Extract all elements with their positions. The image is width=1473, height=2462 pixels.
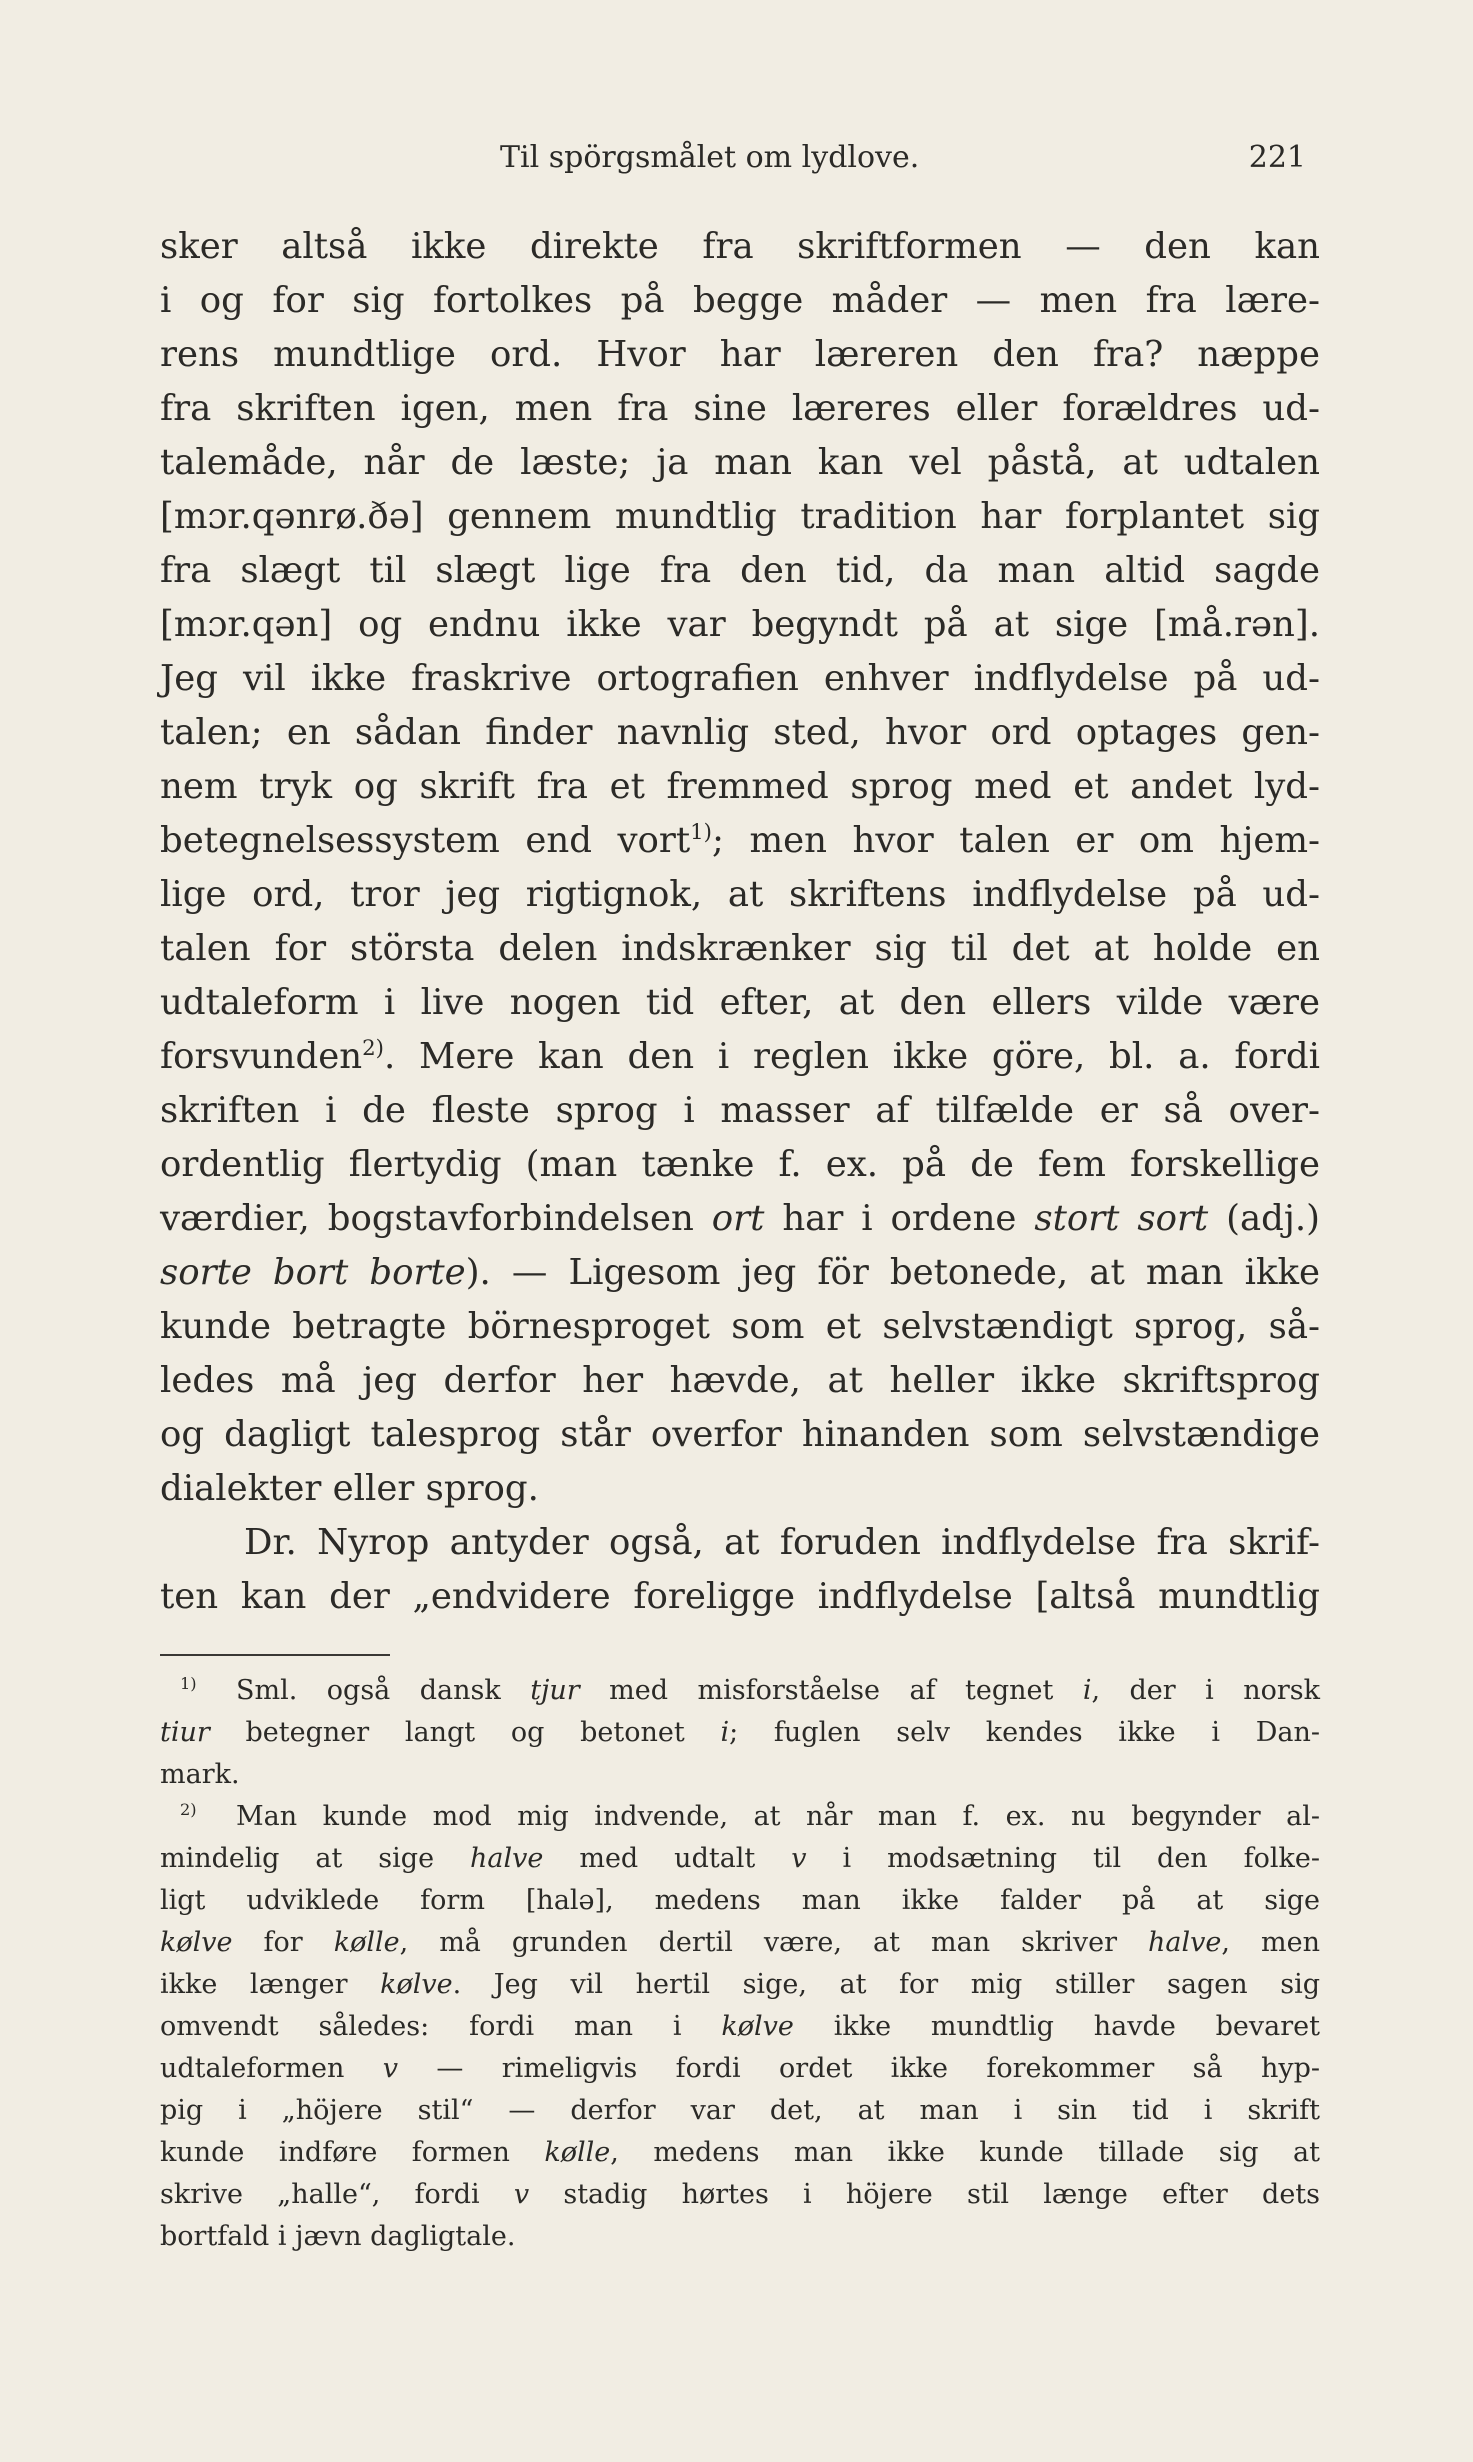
text-line: rens mundtlige ord. Hvor har læreren den fra? næppe [160, 334, 1320, 375]
text-segment: ; men hvor talen er om hjem- [711, 820, 1321, 861]
footnote-2-line [160, 2174, 1320, 2216]
text-line: ten kan der „endvidere foreligge indflydelse [altså mundtlig [160, 1576, 1320, 1617]
footnote-2-line [160, 1838, 1320, 1880]
text-line: i og for sig fortolkes på begge måder — men fra lære- [160, 280, 1320, 321]
text-segment: værdier, bogstavforbindelsen [160, 1198, 712, 1239]
text-segment: med misforståelse af tegnet [579, 1675, 1083, 1706]
text-segment: , der i norsk [1091, 1675, 1321, 1706]
text-line: Jeg vil ikke fraskrive ortografien enhver indflydelse på ud- [160, 658, 1320, 699]
text-segment: Man kunde mod mig indvende, at når man f. ex. nu begynder al- [236, 1801, 1320, 1832]
text-line: ledes må jeg derfor her hævde, at heller ikke skriftsprog [160, 1360, 1320, 1401]
footnote-2-line [160, 2006, 1320, 2048]
footnote-2-line: pig i „höjere stil“ — derfor var det, at man i sin tid i skrift [160, 2095, 1320, 2126]
footnote-2-line: $^{2)}$ Man kunde mod mig indvende, at når man f. ex. nu begynder al- [180, 1800, 1320, 1832]
italic-word: halve [470, 1843, 544, 1874]
text-line: [mɔr.qənrø.ðə] gennem mundtlig tradition har forplantet sig [160, 496, 1320, 537]
text-segment: med udtalt [543, 1843, 792, 1874]
text-segment: , men [1221, 1927, 1320, 1958]
text-line [160, 814, 1320, 868]
italic-word: v [513, 2179, 530, 2210]
text-segment: ikke mundtlig havde bevaret [793, 2011, 1320, 2042]
text-line: lige ord, tror jeg rigtignok, at skriftens indflydelse på ud- [160, 874, 1320, 915]
text-line [160, 1030, 1320, 1084]
text-segment: , medens man ikke kunde tillade sig at [610, 2137, 1320, 2168]
text-segment: har i ordene [764, 1198, 1035, 1239]
italic-word: v [791, 1843, 807, 1874]
text-line: talen for största delen indskrænker sig til det at holde en [160, 928, 1320, 969]
italic-word: sorte bort borte [160, 1252, 466, 1293]
text-segment: i modsætning til den folke- [806, 1843, 1320, 1874]
footnote-ref-2[interactable]: 2) [362, 1036, 384, 1062]
text-segment: for [232, 1927, 334, 1958]
footnote-2-line: bortfald i jævn dagligtale. [160, 2221, 516, 2252]
italic-word: kølve [380, 1969, 453, 2000]
italic-word: tjur [530, 1675, 580, 1706]
text-line: kunde betragte börnesproget som et selvstændigt sprog, så- [160, 1306, 1320, 1347]
text-segment: omvendt således: fordi man i [160, 2011, 722, 2042]
text-line: fra skriften igen, men fra sine læreres eller forældres ud- [160, 388, 1320, 429]
text-line: sker altså ikke direkte fra skriftformen — den kan [160, 226, 1320, 267]
footnote-2-line: ligt udviklede form [halə], medens man ikke falder på at sige [160, 1885, 1320, 1916]
footnotes [160, 1670, 1320, 2258]
footnote-1-line [160, 1712, 1320, 1754]
text-segment: skrive „halle“, fordi [160, 2179, 514, 2210]
text-segment: , må grunden dertil være, at man skriver [399, 1927, 1149, 1958]
text-line [160, 1246, 1320, 1300]
text-line [160, 1192, 1320, 1246]
text-line: talen; en sådan finder navnlig sted, hvor ord optages gen- [160, 712, 1320, 753]
italic-word: kølle [333, 1927, 400, 1958]
italic-word: halve [1148, 1927, 1222, 1958]
footnote-divider [160, 1654, 390, 1656]
text-line: Dr. Nyrop antyder også, at foruden indflydelse fra skrif- [244, 1522, 1320, 1563]
text-segment: forsvunden [160, 1036, 363, 1077]
italic-word: tiur [160, 1717, 210, 1748]
text-segment: ; fuglen selv kendes ikke i Dan- [729, 1717, 1320, 1748]
text-segment: betegnelsessystem end vort [160, 820, 691, 861]
italic-word: ort [711, 1198, 765, 1239]
text-segment: kunde indføre formen [160, 2137, 545, 2168]
text-segment: stadig hørtes i höjere stil længe efter dets [529, 2179, 1321, 2210]
italic-word: i [720, 1717, 730, 1748]
footnote-2-line [160, 2048, 1320, 2090]
text-line: ordentlig flertydig (man tænke f. ex. på de fem forskellige [160, 1144, 1320, 1185]
text-segment: betegner langt og betonet [209, 1717, 721, 1748]
footnote-2-line [160, 1964, 1320, 2006]
text-line: skriften i de fleste sprog i masser af tilfælde er så over- [160, 1090, 1320, 1131]
text-line: udtaleform i live nogen tid efter, at den ellers vilde være [160, 982, 1320, 1023]
text-segment: . Jeg vil hertil sige, at for mig stiller sagen sig [452, 1969, 1320, 2000]
text-line: og dagligt talesprog står overfor hinanden som selvstændige [160, 1414, 1320, 1455]
text-line: nem tryk og skrift fra et fremmed sprog med et andet lyd- [160, 766, 1320, 807]
footnote-1-line: mark. [160, 1759, 240, 1790]
footnote-ref-1[interactable]: 1) [690, 820, 712, 846]
text-line: fra slægt til slægt lige fra den tid, da man altid sagde [160, 550, 1320, 591]
italic-word: i [1082, 1675, 1092, 1706]
text-segment: ). — Ligesom jeg för betonede, at man ikke [465, 1252, 1320, 1293]
text-segment: ikke længer [160, 1969, 381, 2000]
text-segment: — rimeligvis fordi ordet ikke forekommer så hyp- [398, 2053, 1320, 2084]
italic-word: kølve [160, 1927, 233, 1958]
running-title: Til spörgsmålet om lydlove. [500, 140, 920, 175]
italic-word: kølve [721, 2011, 794, 2042]
footnote-2-line [160, 2132, 1320, 2174]
text-segment: . Mere kan den i reglen ikke göre, bl. a. fordi [383, 1036, 1320, 1077]
footnote-2-line [160, 1922, 1320, 1964]
italic-word: v [382, 2053, 399, 2084]
footnote-1-line: $^{1)}$ Sml. også dansk tjur med misforståelse af tegnet i, der i norsk [180, 1674, 1321, 1706]
main-text [160, 220, 1320, 1624]
text-line: dialekter eller sprog. [160, 1468, 539, 1509]
italic-word: stort sort [1034, 1198, 1209, 1239]
text-segment: udtaleformen [160, 2053, 383, 2084]
text-segment: Sml. også dansk [236, 1675, 531, 1706]
italic-word: kølle [544, 2137, 611, 2168]
page-number: 221 [1248, 140, 1306, 175]
text-line: [mɔr.qən] og endnu ikke var begyndt på at sige [må.rən]. [160, 604, 1320, 645]
text-segment: mindelig at sige [160, 1843, 471, 1874]
text-segment: (adj.) [1208, 1198, 1320, 1239]
text-line: talemåde, når de læste; ja man kan vel påstå, at udtalen [160, 442, 1320, 483]
